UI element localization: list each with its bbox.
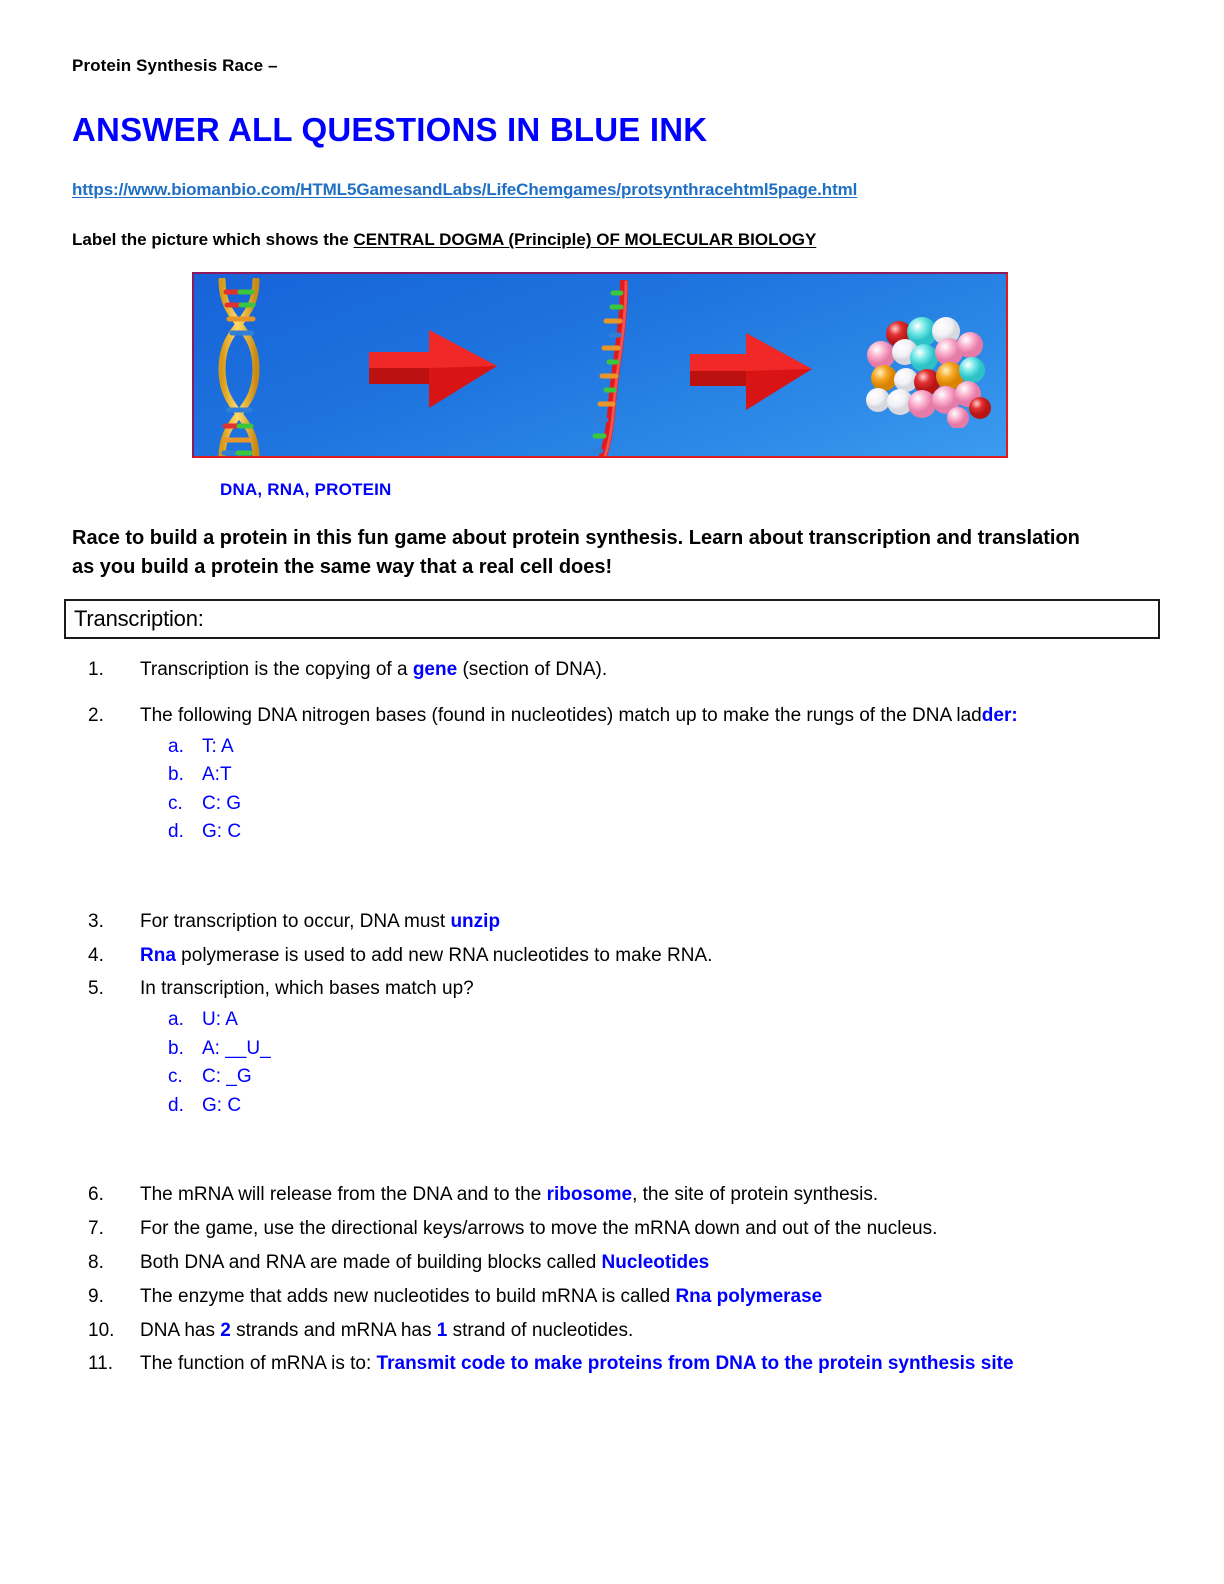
transcription-section-label: Transcription: xyxy=(74,606,204,632)
sub-answer-letter: b. xyxy=(168,1037,184,1059)
question-prompt-text: The function of mRNA is to: xyxy=(140,1353,377,1375)
question-text xyxy=(140,945,712,966)
game-intro-text: Race to build a protein in this fun game about protein synthesis. Learn about transcription and translation as you build a protein the same way that a real cell does! xyxy=(72,527,1080,578)
question-text xyxy=(140,659,607,680)
sub-answer-item xyxy=(140,818,1160,847)
dna-double-helix-icon xyxy=(208,278,270,458)
question-text xyxy=(140,1353,1014,1374)
question-prompt-text: Transcription is the copying of a xyxy=(140,659,413,681)
document-title: Protein Synthesis Race – xyxy=(72,56,278,75)
label-instruction xyxy=(72,230,1160,250)
sub-answer-text: A: __U_ xyxy=(202,1037,271,1059)
sub-answer-item xyxy=(140,1006,1160,1035)
question-item xyxy=(72,1318,1160,1344)
question-number: 6. xyxy=(88,1184,104,1206)
question-text xyxy=(140,911,500,932)
answer-text: unzip xyxy=(450,910,501,932)
question-prompt-text: For transcription to occur, DNA must xyxy=(140,910,451,932)
arrow-right-icon-2 xyxy=(688,330,814,414)
arrow-right-icon-1 xyxy=(367,326,499,412)
sub-answer-letter: c. xyxy=(168,792,183,814)
question-text xyxy=(140,1184,878,1205)
question-text xyxy=(140,1252,709,1273)
sub-answer-item xyxy=(140,1063,1160,1092)
question-prompt-text: The mRNA will release from the DNA and to the xyxy=(140,1184,547,1206)
answer-text: 2 xyxy=(220,1319,231,1341)
sub-answer-item xyxy=(140,733,1160,762)
sub-answer-text: G: C xyxy=(202,1094,242,1116)
question-prompt-text: polymerase is used to add new RNA nucleotides to make RNA. xyxy=(175,944,713,966)
question-item xyxy=(72,1216,1160,1242)
question-list xyxy=(72,657,1160,1377)
question-prompt-text: (section of DNA). xyxy=(457,659,608,681)
sub-answer-letter: a. xyxy=(168,1009,184,1031)
sub-answer-text: C: G xyxy=(202,792,242,814)
question-number: 9. xyxy=(88,1285,104,1307)
question-item xyxy=(72,976,1160,1162)
sub-answer-item xyxy=(140,790,1160,819)
question-number: 10. xyxy=(88,1319,115,1341)
question-number: 1. xyxy=(88,659,104,681)
central-dogma-figure xyxy=(192,272,1008,458)
sub-answer-item xyxy=(140,1092,1160,1121)
answer-text: Nucleotides xyxy=(601,1251,710,1273)
question-text xyxy=(140,1320,633,1341)
question-number: 3. xyxy=(88,910,104,932)
question-text xyxy=(140,705,1018,726)
question-item xyxy=(72,1284,1160,1310)
question-prompt-text: , the site of protein synthesis. xyxy=(632,1184,879,1206)
sub-answer-letter: d. xyxy=(168,821,184,843)
figure-container xyxy=(192,272,1160,458)
question-prompt-text: strand of nucleotides. xyxy=(447,1319,634,1341)
answer-text: Rna polymerase xyxy=(675,1285,823,1307)
sub-answer-text: T: A xyxy=(202,735,234,757)
question-prompt-text: strands and mRNA has xyxy=(230,1319,437,1341)
question-text xyxy=(140,1218,937,1239)
transcription-section-box xyxy=(64,599,1160,639)
list-spacer xyxy=(140,1120,1160,1162)
question-number: 7. xyxy=(88,1218,104,1240)
figure-caption-answer: DNA, RNA, PROTEIN xyxy=(220,480,392,500)
label-instruction-underlined: CENTRAL DOGMA (Principle) OF MOLECULAR BIOLOGY xyxy=(353,230,817,250)
question-number: 4. xyxy=(88,944,104,966)
answer-text: 1 xyxy=(436,1319,448,1341)
sub-answer-text: U: A xyxy=(202,1009,238,1031)
answer-text: gene xyxy=(412,659,458,681)
sub-answer-letter: c. xyxy=(168,1066,183,1088)
sub-answer-letter: d. xyxy=(168,1094,184,1116)
sub-answer-letter: b. xyxy=(168,764,184,786)
sub-answer-list xyxy=(140,733,1160,847)
source-url-link[interactable]: https://www.biomanbio.com/HTML5GamesandLabs/LifeChemgames/protsynthracehtml5page.html xyxy=(72,180,858,200)
question-number: 2. xyxy=(88,704,104,726)
answer-text: Transmit code to make proteins from DNA to the protein synthesis site xyxy=(376,1353,1014,1375)
protein-ball-cluster-icon xyxy=(854,312,994,428)
question-item xyxy=(72,703,1160,889)
list-spacer xyxy=(140,847,1160,889)
question-prompt-text: The following DNA nitrogen bases (found in nucleotides) match up to make the rungs of the DNA lad xyxy=(140,704,982,726)
sub-answer-text: C: _G xyxy=(202,1066,252,1088)
question-item xyxy=(72,1250,1160,1276)
question-number: 11. xyxy=(88,1353,114,1375)
question-prompt-text: Both DNA and RNA are made of building blocks called xyxy=(140,1251,602,1273)
question-item xyxy=(72,1351,1160,1377)
sub-answer-item xyxy=(140,1035,1160,1064)
question-number: 5. xyxy=(88,978,104,1000)
question-text xyxy=(140,978,474,999)
question-item xyxy=(72,1182,1160,1208)
question-text xyxy=(140,1286,822,1307)
sub-answer-list xyxy=(140,1006,1160,1120)
question-item xyxy=(72,657,1160,683)
page-heading: ANSWER ALL QUESTIONS IN BLUE INK xyxy=(72,111,708,148)
question-prompt-text: In transcription, which bases match up? xyxy=(140,978,474,1000)
sub-answer-item xyxy=(140,761,1160,790)
question-item xyxy=(72,943,1160,969)
question-prompt-text: The enzyme that adds new nucleotides to build mRNA is called xyxy=(140,1285,676,1307)
sub-answer-text: A:T xyxy=(202,764,232,786)
question-item xyxy=(72,909,1160,935)
answer-text: der: xyxy=(981,704,1018,726)
answer-text: Rna xyxy=(140,944,176,966)
sub-answer-text: G: C xyxy=(202,821,242,843)
question-prompt-text: DNA has xyxy=(140,1319,221,1341)
question-prompt-text: For the game, use the directional keys/arrows to move the mRNA down and out of the nucleus. xyxy=(140,1218,938,1240)
answer-text: ribosome xyxy=(546,1184,633,1206)
sub-answer-letter: a. xyxy=(168,735,184,757)
question-number: 8. xyxy=(88,1251,104,1273)
rna-single-strand-icon xyxy=(580,280,636,458)
label-instruction-prefix: Label the picture which shows the xyxy=(72,230,354,250)
